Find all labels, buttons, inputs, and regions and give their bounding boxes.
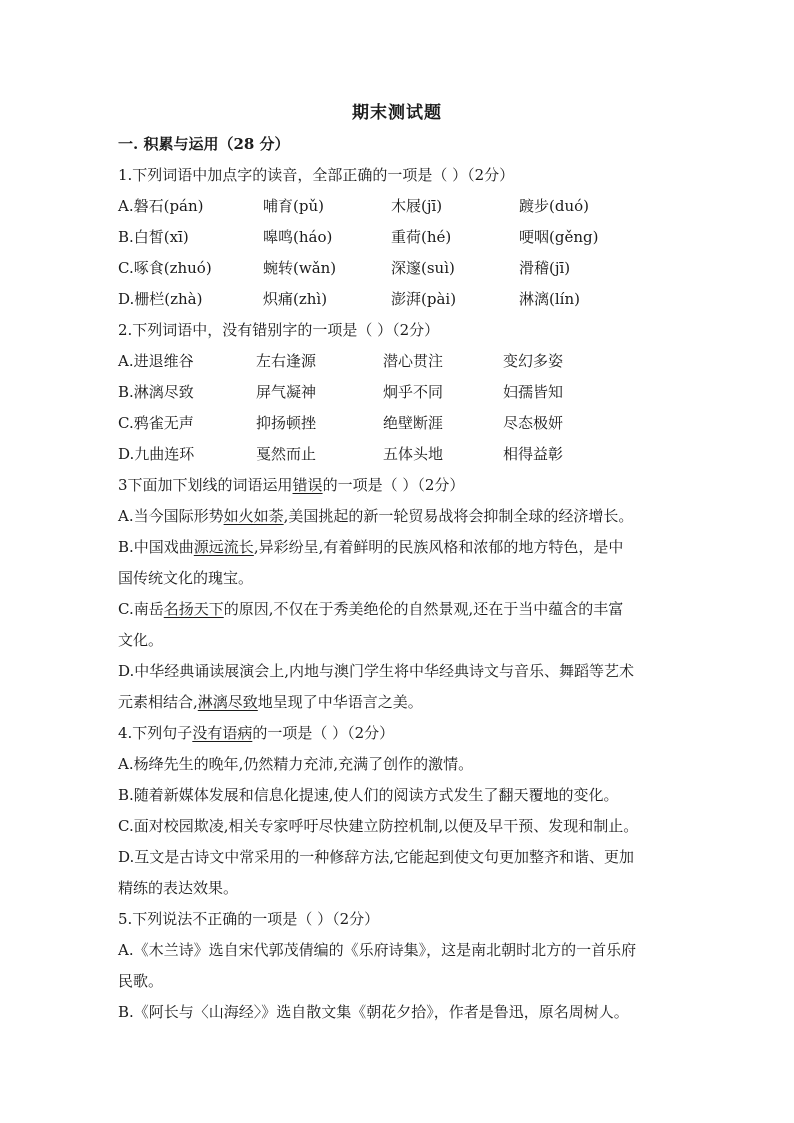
stem-text: 3下面加下划线的词语运用 (118, 476, 293, 494)
option-c-word-1: C.啄食(zhuó) (118, 259, 212, 277)
option-d-word-3: 五体头地 (383, 445, 444, 463)
option-b-word-2: 嗥鸣(háo) (263, 228, 333, 246)
option-b-word-4: 妇孺皆知 (503, 383, 564, 401)
question-5-option-b: B.《阿长与〈山海经〉》选自散文集《朝花夕拾》，作者是鲁迅，原名周树人。 (118, 1003, 629, 1021)
question-4-option-a: A.杨绛先生的晚年,仍然精力充沛,充满了创作的激情。 (118, 755, 474, 773)
option-text: A.当今国际形势 (118, 507, 224, 525)
option-a-word-3: 潜心贯注 (383, 352, 444, 370)
option-a-word-2: 左右逢源 (256, 352, 317, 370)
option-b-word-1: B.白皙(xī) (118, 228, 189, 246)
option-d-word-1: D.栅栏(zhà) (118, 290, 203, 308)
option-c-word-3: 深邃(suì) (391, 259, 455, 277)
question-2-stem: 2.下列词语中，没有错别字的一项是（ ）（2分） (118, 321, 440, 339)
option-text: ,美国挑起的新一轮贸易战将会抑制全球的经济增长。 (283, 507, 634, 525)
option-d-word-4: 淋漓(lín) (519, 290, 580, 308)
option-d-word-2: 戛然而止 (256, 445, 317, 463)
question-3-option-d-continued (118, 692, 678, 712)
option-c-word-2: 抑扬顿挫 (256, 414, 317, 432)
question-4-option-d-continued: 精练的表达效果。 (118, 879, 239, 897)
stem-text: 4.下列句子 (118, 724, 193, 742)
option-text: 元素相结合, (118, 693, 198, 711)
option-text: 地呈现了中华语言之美。 (257, 693, 423, 711)
question-4-option-c: C.面对校园欺凌,相关专家呼吁尽快建立防控机制,以便及早干预、发现和制止。 (118, 817, 639, 835)
question-3-option-a (118, 506, 678, 526)
option-a-word-3: 木屐(jī) (391, 197, 443, 215)
option-a-word-4: 踱步(duó) (519, 197, 589, 215)
question-3-option-b (118, 537, 678, 557)
question-4-stem (118, 723, 678, 743)
stem-text: 的一项是（ ）（2分） (322, 476, 465, 494)
option-d-word-1: D.九曲连环 (118, 445, 195, 463)
underlined-idiom: 如火如荼 (223, 507, 284, 525)
page-title: 期末测试题 (352, 103, 442, 123)
underlined-idiom: 名扬天下 (163, 600, 224, 618)
question-3-option-c (118, 599, 678, 619)
option-d-word-3: 澎湃(pài) (391, 290, 457, 308)
option-d-word-4: 相得益彰 (503, 445, 564, 463)
question-3-option-b-continued: 国传统文化的瑰宝。 (118, 569, 254, 587)
option-text: 的原因,不仅在于秀美绝伦的自然景观,还在于当中蕴含的丰富 (223, 600, 624, 618)
option-text: ,异彩纷呈,有着鲜明的民族风格和浓郁的地方特色，是中 (253, 538, 624, 556)
option-text: B.中国戏曲 (118, 538, 194, 556)
underlined-idiom: 淋漓尽致 (197, 693, 258, 711)
question-3-option-c-continued: 文化。 (118, 631, 164, 649)
option-c-word-1: C.鸦雀无声 (118, 414, 194, 432)
option-c-word-4: 滑稽(jī) (519, 259, 571, 277)
underlined-idiom: 源远流长 (193, 538, 254, 556)
option-b-word-1: B.淋漓尽致 (118, 383, 194, 401)
option-d-word-2: 炽痛(zhì) (263, 290, 328, 308)
option-text: C.南岳 (118, 600, 164, 618)
question-1-stem: 1.下列词语中加点字的读音，全部正确的一项是（ ）（2分） (118, 166, 515, 184)
option-c-word-4: 尽态极妍 (503, 414, 564, 432)
option-b-word-4: 哽咽(gěng) (519, 228, 599, 246)
option-c-word-3: 绝壁断涯 (383, 414, 444, 432)
question-3-option-d: D.中华经典诵读展演会上,内地与澳门学生将中华经典诗文与音乐、舞蹈等艺术 (118, 662, 635, 680)
stem-text: 的一项是（ ）（2分） (252, 724, 395, 742)
option-a-word-1: A.进退维谷 (118, 352, 194, 370)
option-b-word-3: 重荷(hé) (391, 228, 452, 246)
option-c-word-2: 蜿转(wǎn) (263, 259, 337, 277)
option-a-word-4: 变幻多姿 (503, 352, 564, 370)
underlined-keyword: 错误 (292, 476, 323, 494)
question-5-stem: 5.下列说法不正确的一项是（ ）（2分） (118, 910, 380, 928)
option-b-word-2: 屏气凝神 (256, 383, 317, 401)
question-4-option-d: D.互文是古诗文中常采用的一种修辞方法,它能起到使文句更加整齐和谐、更加 (118, 848, 635, 866)
question-5-option-a-continued: 民歌。 (118, 972, 164, 990)
option-a-word-2: 哺育(pǔ) (263, 197, 324, 215)
section-heading: 一. 积累与运用（28 分） (118, 135, 290, 153)
question-4-option-b: B.随着新媒体发展和信息化提速,使人们的阅读方式发生了翻天覆地的变化。 (118, 786, 619, 804)
underlined-keyword: 没有语病 (192, 724, 253, 742)
question-3-stem (118, 475, 678, 495)
option-b-word-3: 炯乎不同 (383, 383, 444, 401)
question-5-option-a: A.《木兰诗》选自宋代郭茂倩编的《乐府诗集》，这是南北朝时北方的一首乐府 (118, 941, 637, 959)
option-a-word-1: A.磐石(pán) (118, 197, 204, 215)
